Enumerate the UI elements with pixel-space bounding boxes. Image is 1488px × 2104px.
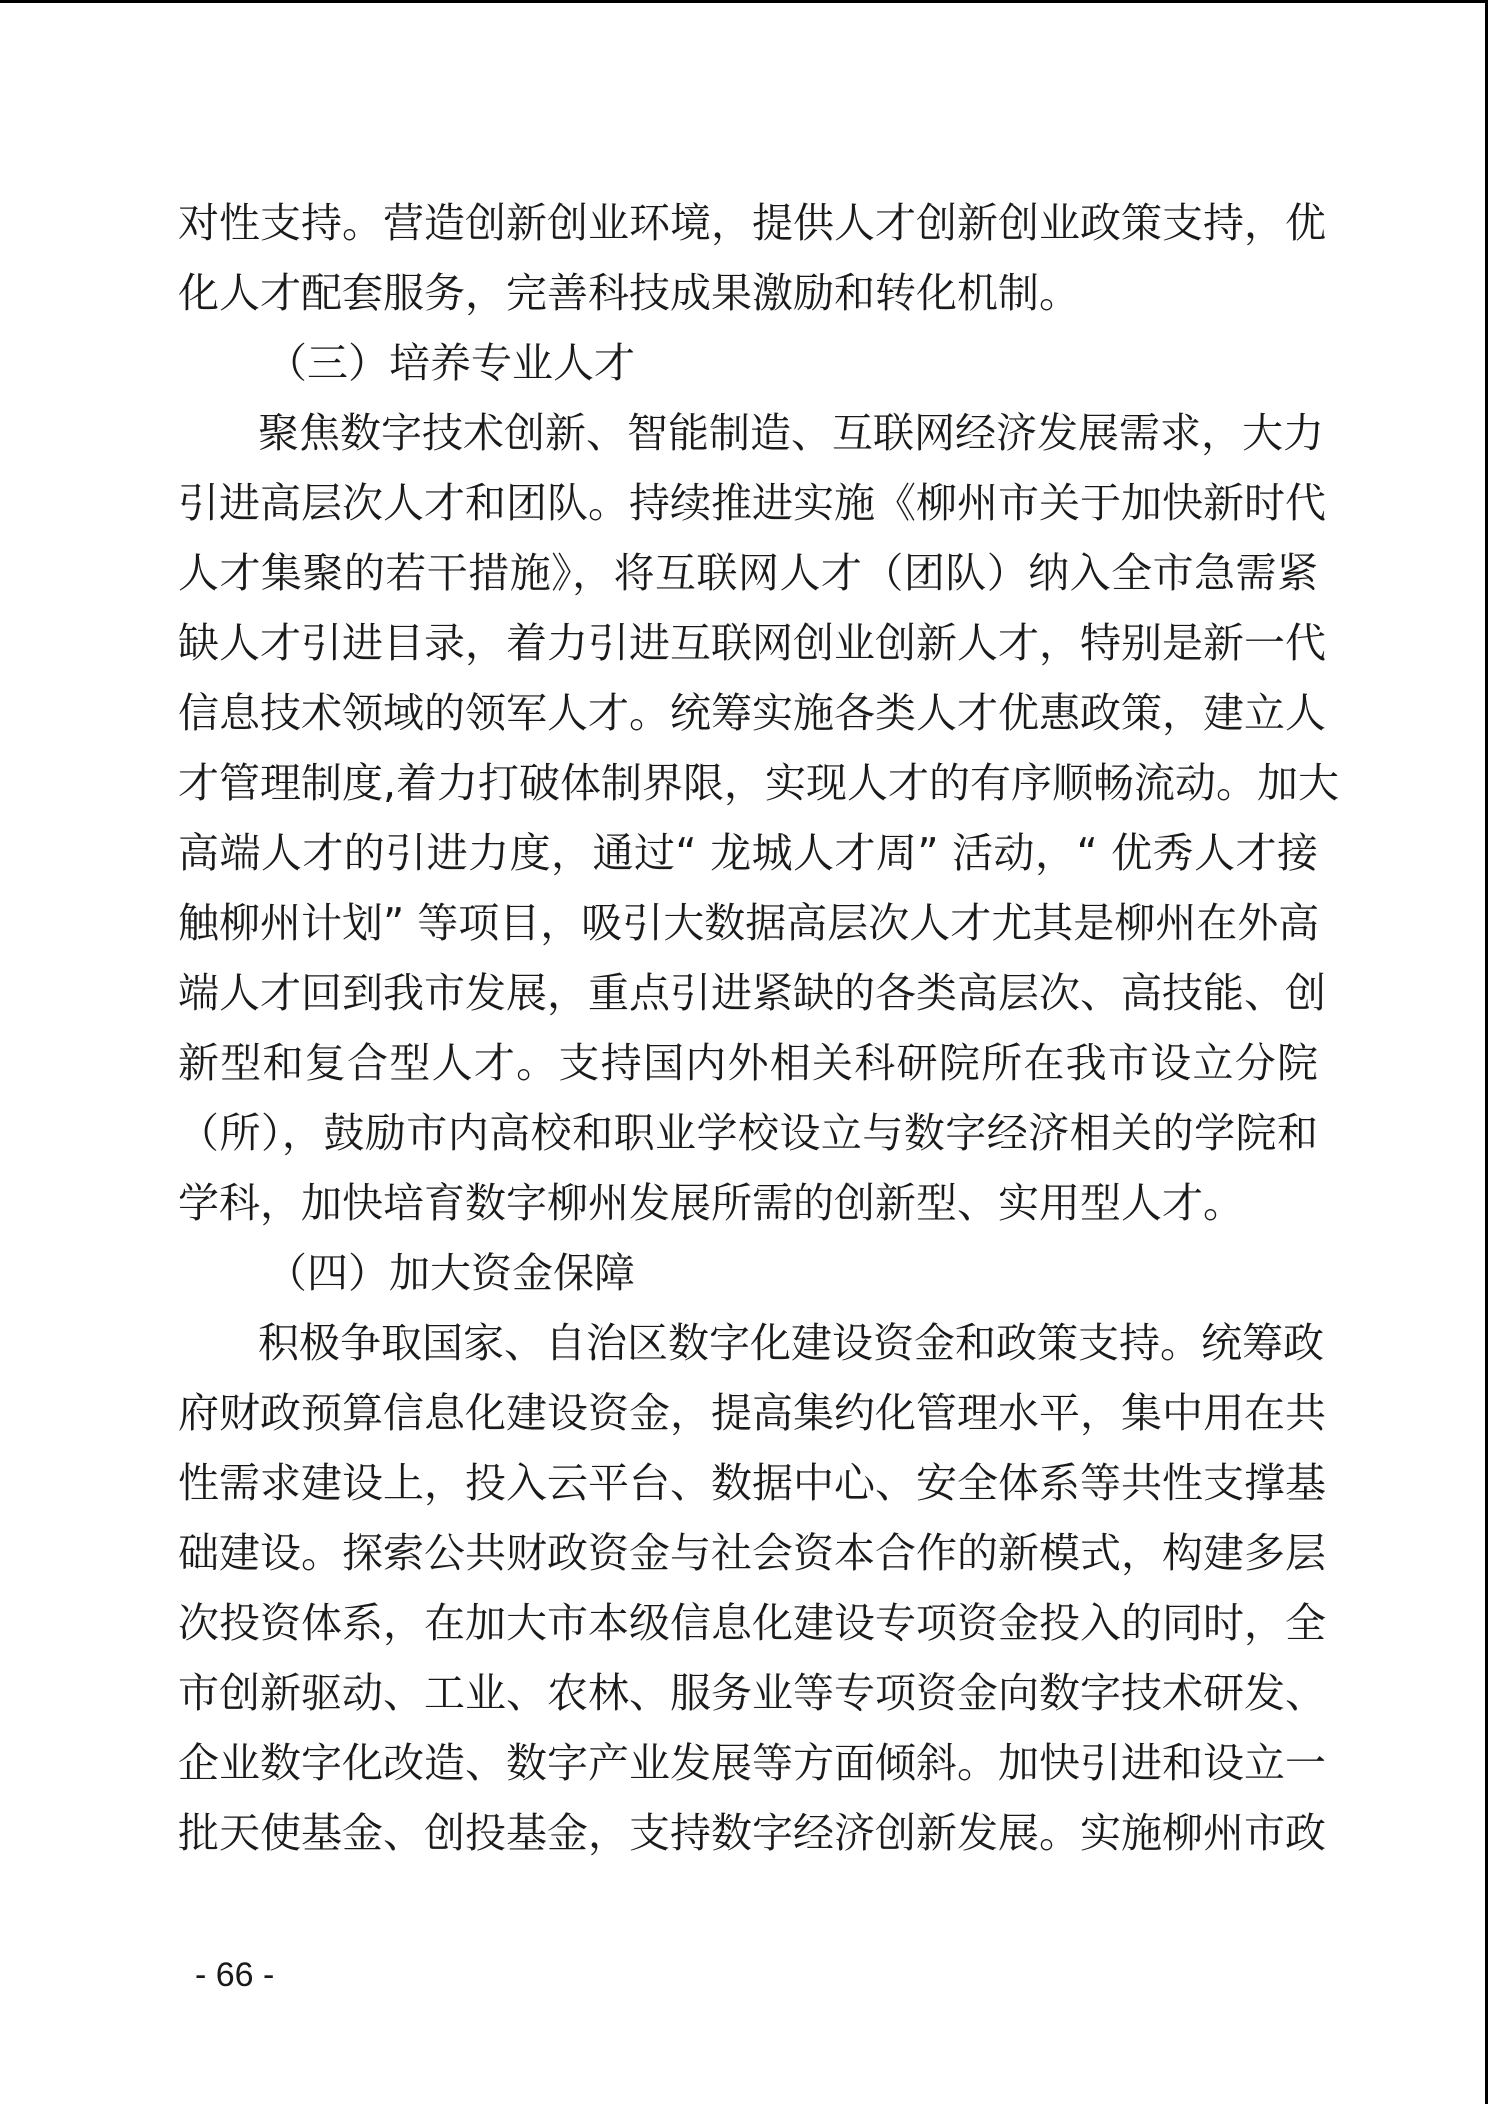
body-line: 批天使基金、创投基金，支持数字经济创新发展。实施柳州市政 bbox=[178, 1809, 1326, 1857]
body-line: 端人才回到我市发展，重点引进紧缺的各类高层次、高技能、创 bbox=[178, 969, 1326, 1017]
section-heading: （四）加大资金保障 bbox=[266, 1249, 635, 1297]
body-line: 府财政预算信息化建设资金，提高集约化管理水平，集中用在共 bbox=[178, 1389, 1326, 1437]
body-line: 性需求建设上，投入云平台、数据中心、安全体系等共性支撑基 bbox=[178, 1459, 1326, 1507]
body-line: 企业数字化改造、数字产业发展等方面倾斜。加快引进和设立一 bbox=[178, 1739, 1326, 1787]
body-line: 才管理制度,着力打破体制界限，实现人才的有序顺畅流动。加大 bbox=[178, 759, 1340, 807]
body-line: 新型和复合型人才。支持国内外相关科研院所在我市设立分院 bbox=[178, 1039, 1318, 1087]
page-border-top bbox=[0, 0, 1488, 3]
body-line: 信息技术领域的领军人才。统筹实施各类人才优惠政策，建立人 bbox=[178, 689, 1326, 737]
body-line: 积极争取国家、自治区数字化建设资金和政策支持。统筹政 bbox=[258, 1319, 1324, 1367]
body-line: 化人才配套服务，完善科技成果激励和转化机制。 bbox=[178, 269, 1080, 317]
body-line: 人才集聚的若干措施》，将互联网人才（团队）纳入全市急需紧 bbox=[178, 549, 1318, 597]
section-heading: （三）培养专业人才 bbox=[266, 339, 635, 387]
body-line: 引进高层次人才和团队。持续推进实施《柳州市关于加快新时代 bbox=[178, 479, 1326, 527]
body-line: 聚焦数字技术创新、智能制造、互联网经济发展需求，大力 bbox=[258, 409, 1324, 457]
body-line: 市创新驱动、工业、农林、服务业等专项资金向数字技术研发、 bbox=[178, 1669, 1326, 1717]
body-line: 高端人才的引进力度，通过“ 龙城人才周” 活动，“ 优秀人才接 bbox=[178, 829, 1318, 877]
body-line: 缺人才引进目录，着力引进互联网创业创新人才，特别是新一代 bbox=[178, 619, 1326, 667]
body-line: 础建设。探索公共财政资金与社会资本合作的新模式，构建多层 bbox=[178, 1529, 1326, 1577]
body-line: 学科，加快培育数字柳州发展所需的创新型、实用型人才。 bbox=[178, 1179, 1244, 1227]
body-line: 对性支持。营造创新创业环境，提供人才创新创业政策支持，优 bbox=[178, 199, 1326, 247]
page-number: - 66 - bbox=[195, 1956, 275, 1994]
body-line: 触柳州计划” 等项目，吸引大数据高层次人才尤其是柳州在外高 bbox=[178, 899, 1320, 947]
body-line: （所），鼓励市内高校和职业学校设立与数字经济相关的学院和 bbox=[178, 1109, 1318, 1157]
document-body bbox=[178, 188, 1340, 1868]
body-line: 次投资体系，在加大市本级信息化建设专项资金投入的同时，全 bbox=[178, 1599, 1326, 1647]
